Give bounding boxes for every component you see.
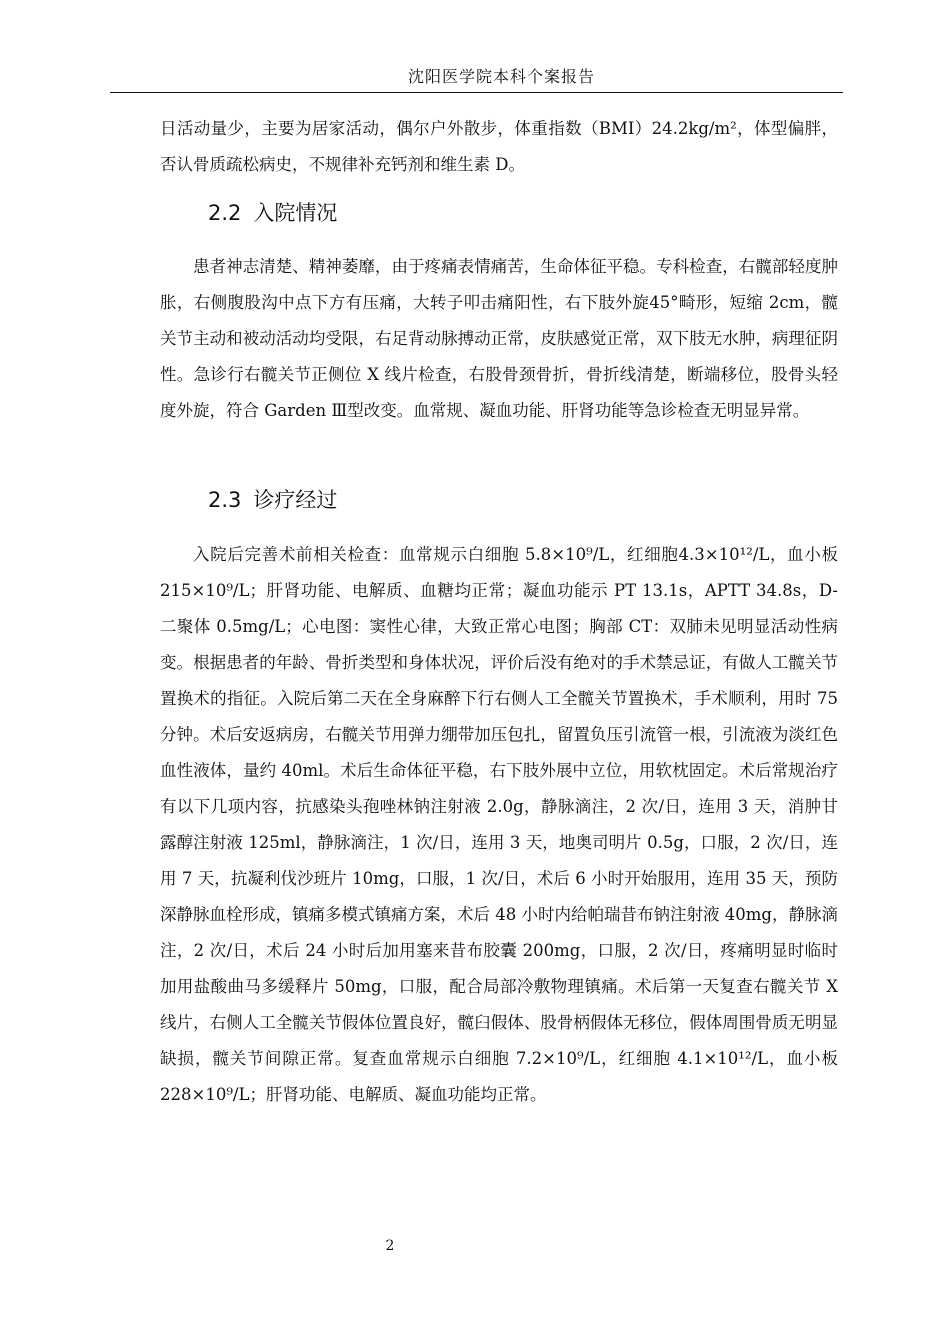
paragraph-treatment: 入院后完善术前相关检查：血常规示白细胞 5.8×10⁹/L，红细胞4.3×10¹²/L，血小板 215×10⁹/L；肝肾功能、电解质、血糖均正常；凝血功能示 PT 13.1s，APTT 34.8s，D-二聚体 0.5mg/L；心电图：窦性心律，大致正常心电图；胸部 CT：双肺未见明显活动性病变。根据患者的年龄、骨折类型和身体状况，评价后没有绝对的手术禁忌证，有做人工髋关节置换术的指征。入院后第二天在全身麻醉下行右侧人工全髋关节置换术，手术顺利，用时 75 分钟。术后安返病房，右髋关节用弹力绷带加压包扎，留置负压引流管一根，引流液为淡红色血性液体，量约 40ml。术后生命体征平稳，右下肢外展中立位，用软枕固定。术后常规治疗有以下几项内容，抗感染头孢唑林钠注射液 2.0g，静脉滴注，2 次/日，连用 3 天，消肿甘露醇注射液 125ml，静脉滴注，1 次/日，连用 3 天，地奥司明片 0.5g，口服，2 次/日，连用 7 天，抗凝利伐沙班片 10mg，口服，1 次/日，术后 6 小时开始服用，连用 35 天，预防深静脉血栓形成，镇痛多模式镇痛方案，术后 48 小时内给帕瑞昔布钠注射液 40mg，静脉滴注，2 次/日，术后 24 小时后加用塞来昔布胶囊 200mg，口服，2 次/日，疼痛明显时临时加用盐酸曲马多缓释片 50mg，口服，配合局部冷敷物理镇痛。术后第一天复查右髋关节 X 线片，右侧人工全髋关节假体位置良好，髋臼假体、股骨柄假体无移位，假体周围骨质无明显缺损，髋关节间隙正常。复查血常规示白细胞 7.2×10⁹/L，红细胞 4.1×10¹²/L，血小板 228×10⁹/L；肝肾功能、电解质、凝血功能均正常。 <box>160 545 838 1104</box>
section-heading-2-3 <box>208 485 337 515</box>
section-heading-2-2 <box>208 198 337 228</box>
section-title: 诊疗经过 <box>253 488 338 512</box>
section-number: 2.3 <box>208 488 242 512</box>
running-header: 沈阳医学院本科个案报告 <box>407 67 595 86</box>
section-title: 入院情况 <box>253 201 338 225</box>
paragraph-continuation: 日活动量少，主要为居家活动，偶尔户外散步，体重指数（BMI）24.2kg/m²，体型偏胖，否认骨质疏松病史，不规律补充钙剂和维生素 D。 <box>160 119 838 174</box>
header-rule <box>110 92 843 93</box>
section-number: 2.2 <box>208 201 242 225</box>
paragraph-admission: 患者神志清楚、精神萎靡，由于疼痛表情痛苦，生命体征平稳。专科检查，右髋部轻度肿胀，右侧腹股沟中点下方有压痛，大转子叩击痛阳性，右下肢外旋45°畸形，短缩 2cm，髋关节主动和被动活动均受限，右足背动脉搏动正常，皮肤感觉正常，双下肢无水肿，病理征阴性。急诊行右髋关节正侧位 X 线片检查，右股骨颈骨折，骨折线清楚，断端移位，股骨头轻度外旋，符合 Garden Ⅲ型改变。血常规、凝血功能、肝肾功能等急诊检查无明显异常。 <box>160 257 838 420</box>
page-number: 2 <box>385 1238 395 1254</box>
